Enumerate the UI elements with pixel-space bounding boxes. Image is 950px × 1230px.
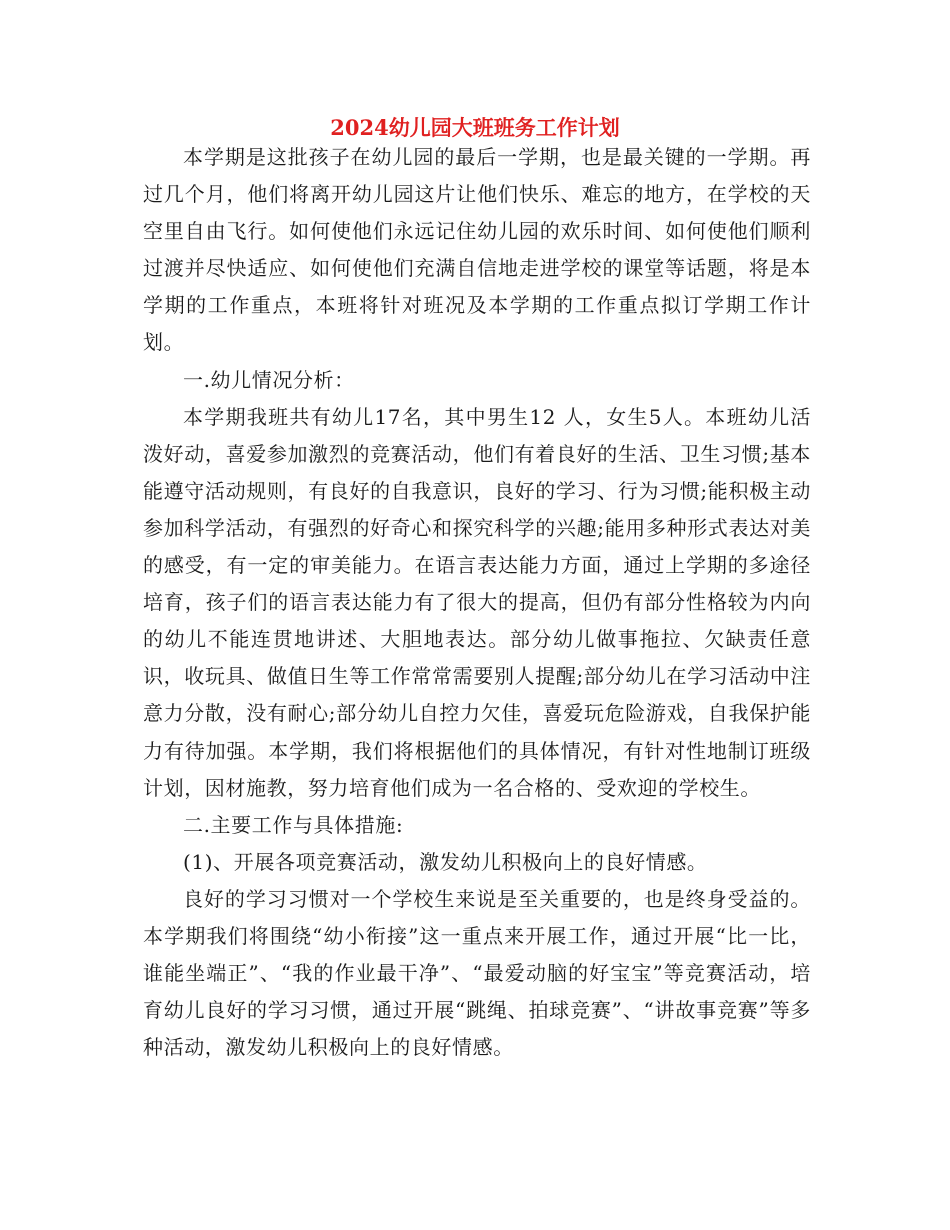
- section-heading-child-analysis: 一.幼儿情况分析：: [183, 367, 355, 392]
- section-heading-main-work: 二.主要工作与具体措施:: [183, 812, 404, 837]
- document-title: 2024幼儿园大班班务工作计划: [330, 115, 620, 140]
- subsection-heading-competitions: (1)、开展各项竞赛活动，激发幼儿积极向上的良好情感。: [183, 849, 708, 874]
- paragraph-intro: 本学期是这批孩子在幼儿园的最后一学期，也是最关键的一学期。再过几个月，他们将离开幼儿园这片让他们快乐、难忘的地方，在学校的天空里自由飞行。如何使他们永远记住幼儿园的欢乐时间、如何使他们顺利过渡并尽快适应、如何使他们充满自信地走进学校的课堂等话题，将是本学期的工作重点，本班将针对班况及本学期的工作重点拟订学期工作计划。: [143, 145, 811, 355]
- paragraph-child-analysis: 本学期我班共有幼儿17名，其中男生12 人，女生5人。本班幼儿活泼好动，喜爱参加激烈的竞赛活动，他们有着良好的生活、卫生习惯;基本能遵守活动规则，有良好的自我意识，良好的学习、行为习惯;能积极主动参加科学活动，有强烈的好奇心和探究科学的兴趣;能用多种形式表达对美的感受，有一定的审美能力。在语言表达能力方面，通过上学期的多途径培育，孩子们的语言表达能力有了很大的提高，但仍有部分性格较为内向的幼儿不能连贯地讲述、大胆地表达。部分幼儿做事拖拉、欠缺责任意识，收玩具、做值日生等工作常常需要别人提醒;部分幼儿在学习活动中注意力分散，没有耐心;部分幼儿自控力欠佳，喜爱玩危险游戏，自我保护能力有待加强。本学期，我们将根据他们的具体情况，有针对性地制订班级计划，因材施教，努力培育他们成为一名合格的、受欢迎的学校生。: [143, 404, 811, 800]
- document-body: [143, 139, 811, 1066]
- paragraph-competitions: 良好的学习习惯对一个学校生来说是至关重要的，也是终身受益的。本学期我们将围绕“幼小衔接”这一重点来开展工作，通过开展“比一比，谁能坐端正”、“我的作业最干净”、“最爱动脑的好宝宝”等竞赛活动，培育幼儿良好的学习习惯，通过开展“跳绳、拍球竞赛”、“讲故事竞赛”等多种活动，激发幼儿积极向上的良好情感。: [143, 886, 811, 1060]
